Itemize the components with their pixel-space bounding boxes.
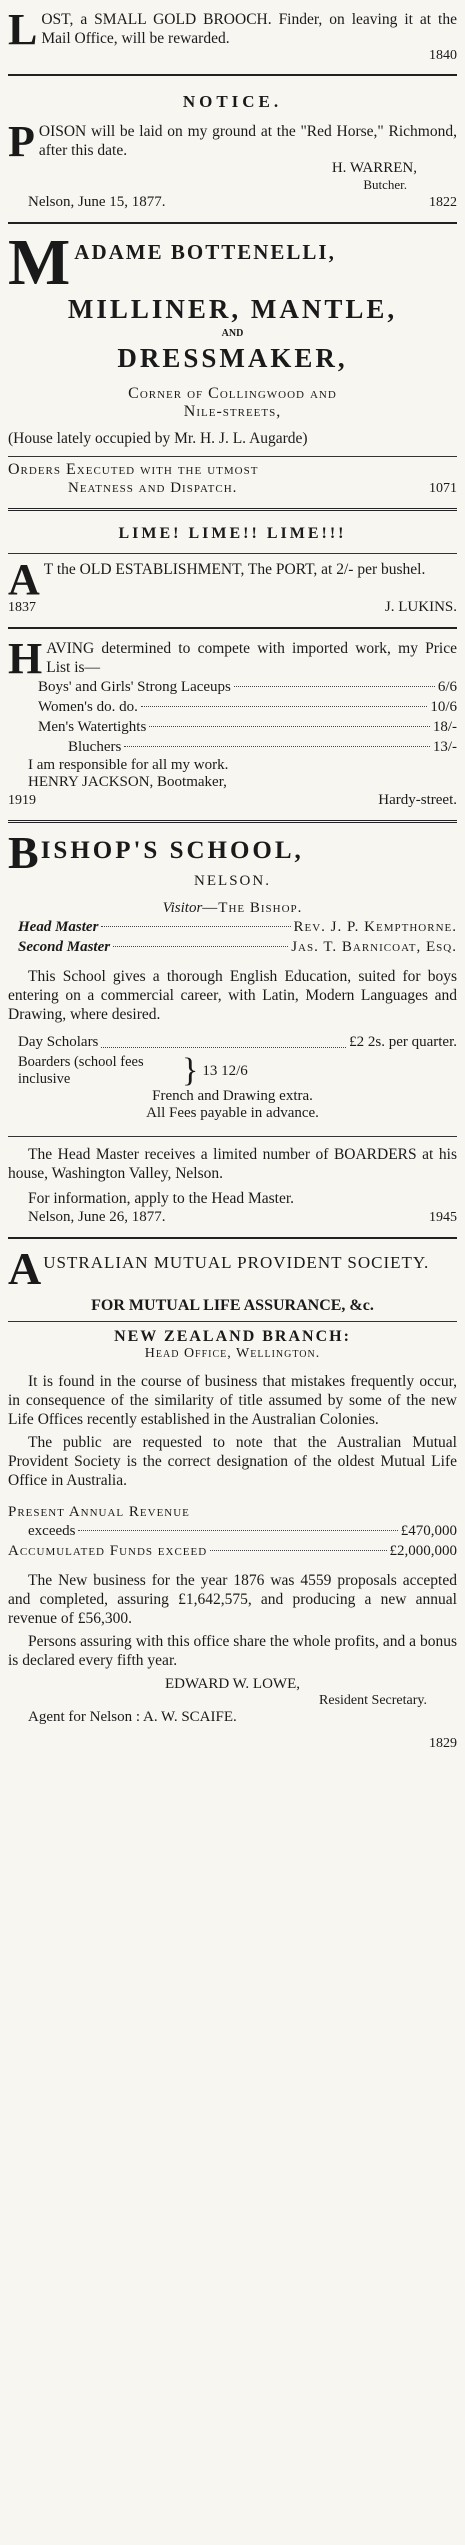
advert-body: AVING determined to compete with imported work, my Price List is—	[46, 640, 457, 676]
advert-lost-brooch	[8, 4, 457, 70]
advert-heading: LIME! LIME!! LIME!!!	[118, 525, 347, 542]
orders-line-2: Neatness and Dispatch.	[68, 480, 238, 496]
visitor-label: Visitor	[162, 900, 203, 916]
signer: EDWARD W. LOWE,	[165, 1676, 300, 1692]
advert-number: 1071	[429, 481, 457, 496]
revenue-value: £470,000	[400, 1523, 457, 1539]
advert-trade-2: DRESSMAKER,	[117, 343, 348, 373]
advert-lime	[8, 515, 457, 623]
advert-school	[8, 827, 457, 1233]
price-item-name: Boys' and Girls' Strong Laceups	[38, 679, 231, 695]
advert-number: 1829	[429, 1736, 457, 1751]
fee-value: 13 12/6	[202, 1062, 248, 1079]
dropcap: M	[8, 226, 71, 299]
advert-paragraph: The New business for the year 1876 was 4559 proposals accepted and completed, assuring £1,642,575, and producing a new annual revenue of £56,300.	[8, 1572, 457, 1627]
advert-name: ADAME BOTTENELLI,	[74, 240, 336, 264]
divider	[8, 1237, 457, 1239]
advert-number: 1837	[8, 600, 36, 615]
advert-milliner	[8, 228, 457, 504]
advert-paragraph: It is found in the course of business that mistakes frequently occur, in consequence of the similarity of title assumed by some of the new Life Offices recently established in the Australian Colonies.	[8, 1373, 457, 1428]
advert-fees: All Fees payable in advance.	[146, 1105, 319, 1121]
advert-body: OISON will be laid on my ground at the "Red Horse," Richmond, after this date.	[38, 123, 457, 159]
brace: }	[182, 1052, 199, 1089]
funds-row	[8, 1541, 457, 1561]
dropcap: H	[8, 634, 43, 683]
advert-subtitle: FOR MUTUAL LIFE ASSURANCE, &c.	[91, 1297, 374, 1314]
advert-body: This School gives a thorough English Education, suited for boys entering on a commercial career, with Latin, Modern Languages and Drawing, where desired.	[8, 968, 457, 1023]
price-item-price: 6/6	[437, 679, 457, 695]
staff-row	[8, 937, 457, 957]
signer-title: Resident Secretary.	[319, 1693, 427, 1708]
advert-number: 1919	[8, 793, 36, 808]
address: Hardy-street.	[378, 792, 457, 808]
branch-title: NEW ZEALAND BRANCH:	[114, 1328, 351, 1345]
signer-title: Butcher.	[363, 177, 407, 192]
advert-bootmaker	[8, 633, 457, 816]
advert-title: ISHOP'S SCHOOL,	[40, 837, 304, 864]
divider	[8, 456, 457, 457]
advert-trade: MILLINER, MANTLE,	[67, 294, 398, 324]
advert-paragraph: Persons assuring with this office share the whole profits, and a bonus is declared every fifth year.	[8, 1633, 457, 1669]
advert-extra: French and Drawing extra.	[152, 1088, 313, 1104]
divider	[8, 627, 457, 629]
revenue-label: Present Annual Revenue	[8, 1504, 190, 1520]
price-item-name: Men's Watertights	[38, 719, 147, 735]
dropcap: B	[8, 827, 39, 878]
dropcap: A	[8, 555, 40, 604]
advert-title: USTRALIAN MUTUAL PROVIDENT SOCIETY.	[43, 1253, 430, 1272]
signer: H. WARREN,	[331, 160, 417, 176]
advert-previous: (House lately occupied by Mr. H. J. L. Augarde)	[8, 430, 308, 447]
place-date: Nelson, June 26, 1877.	[28, 1209, 166, 1225]
funds-value: £2,000,000	[389, 1543, 457, 1559]
price-item	[8, 697, 457, 717]
advert-number: 1822	[429, 195, 457, 210]
price-item-price: 10/6	[430, 699, 457, 715]
divider	[8, 1136, 457, 1137]
divider	[8, 553, 457, 554]
visitor: —The Bishop.	[202, 900, 303, 916]
divider	[8, 222, 457, 224]
funds-label: Accumulated Funds exceed	[8, 1543, 208, 1559]
staff-row	[8, 917, 457, 937]
fee-label: Day Scholars	[18, 1034, 99, 1050]
revenue-row	[8, 1521, 457, 1541]
orders-line: Orders Executed with the utmost	[8, 461, 259, 478]
revenue-label-2: exceeds	[28, 1523, 76, 1539]
advert-place: NELSON.	[194, 873, 271, 889]
advert-poison-notice	[8, 80, 457, 218]
price-item	[8, 677, 457, 697]
signer: J. LUKINS.	[384, 599, 457, 615]
dropcap: A	[8, 1243, 42, 1294]
advert-info: For information, apply to the Head Master.	[28, 1190, 295, 1207]
divider	[8, 1321, 457, 1322]
fee-value: £2 2s. per quarter.	[349, 1034, 457, 1050]
advert-body: T the OLD ESTABLISHMENT, The PORT, at 2/- per bushel.	[43, 561, 426, 578]
staff-label: Second Master	[18, 939, 111, 955]
advert-and: AND	[221, 328, 244, 339]
divider	[8, 820, 457, 823]
staff-name: Jas. T. Barnicoat, Esq.	[291, 939, 457, 955]
advert-heading: NOTICE.	[182, 92, 283, 111]
fee-label: Boarders (school fees inclusive	[18, 1054, 144, 1087]
advert-boarders: The Head Master receives a limited number of BOARDERS at his house, Washington Valley, Nelson.	[8, 1146, 457, 1182]
advert-body: OST, a SMALL GOLD BROOCH. Finder, on leaving it at the Mail Office, will be rewarded.	[41, 11, 457, 47]
price-item	[8, 717, 457, 737]
place-date: Nelson, June 15, 1877.	[28, 194, 166, 210]
advert-number: 1840	[429, 48, 457, 63]
agent: Agent for Nelson : A. W. SCAIFE.	[28, 1709, 237, 1725]
advert-paragraph: The public are requested to note that the Australian Mutual Provident Society is the correct designation of the oldest Mutual Life Office in Australia.	[8, 1434, 457, 1489]
price-item-price: 18/-	[432, 719, 457, 735]
price-item-name: Bluchers	[68, 739, 122, 755]
price-item	[8, 737, 457, 757]
dropcap: P	[8, 117, 35, 166]
divider	[8, 74, 457, 76]
staff-label: Head Master	[18, 919, 99, 935]
advert-number: 1945	[429, 1210, 457, 1225]
address-line-2: Nile-streets,	[183, 403, 282, 420]
dropcap: L	[8, 5, 38, 54]
divider	[8, 508, 457, 511]
advert-amp-society	[8, 1243, 457, 1758]
price-item-name: Women's do. do.	[38, 699, 138, 715]
price-item-price: 13/-	[432, 739, 457, 755]
advert-responsible: I am responsible for all my work.	[28, 757, 229, 773]
signer: HENRY JACKSON, Bootmaker,	[28, 774, 227, 790]
address-line: Corner of Collingwood and	[128, 385, 337, 402]
staff-name: Rev. J. P. Kempthorne.	[293, 919, 457, 935]
branch-office: Head Office, Wellington.	[144, 1346, 321, 1361]
